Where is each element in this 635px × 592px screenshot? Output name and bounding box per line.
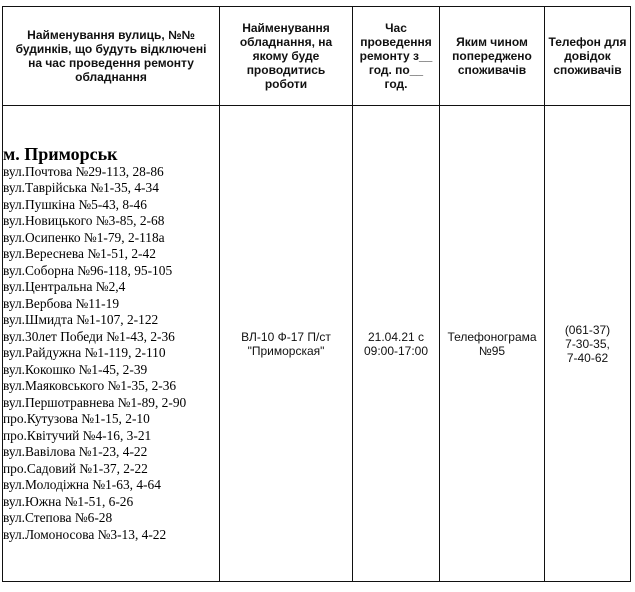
street-item: вул.Центральна №2,4 (3, 279, 126, 295)
substation-name: "Приморская" (247, 343, 325, 358)
street-item: вул.Новицького №3-85, 2-68 (3, 213, 165, 229)
phone-number-1: 7-30-35, (565, 336, 610, 351)
phone-cell (545, 106, 631, 582)
header-notice: Яким чином попереджено споживачів (440, 7, 545, 106)
street-item: вул.Молодіжна №1-63, 4-64 (3, 477, 161, 493)
street-item: вул.Пушкіна №5-43, 8-46 (3, 196, 147, 212)
header-equipment: Найменування обладнання, на якому буде проводитись роботи (220, 7, 353, 106)
phone-code: (061-37) (564, 322, 611, 337)
street-item: вул.Таврійська №1-35, 4-34 (3, 180, 159, 196)
equipment-cell (220, 106, 353, 582)
outage-schedule-table (2, 6, 631, 582)
street-item: вул.Соборна №96-118, 95-105 (3, 262, 173, 278)
street-item: про.Садовий №1-37, 2-22 (3, 460, 148, 476)
street-item: вул.Вербова №11-19 (3, 295, 120, 311)
street-item: вул.30лет Победи №1-43, 2-36 (3, 328, 175, 344)
equipment-line: ВЛ-10 Ф-17 П/ст (241, 329, 331, 344)
city-name: м. Приморськ (3, 143, 118, 164)
street-item: вул.Шмидта №1-107, 2-122 (3, 312, 159, 328)
street-item: вул.Вавілова №1-23, 4-22 (3, 444, 148, 460)
street-item: вул.Маяковського №1-35, 2-36 (3, 378, 177, 394)
street-item: вул.Вереснева №1-51, 2-42 (3, 246, 156, 262)
street-item: вул.Райдужна №1-119, 2-110 (3, 345, 166, 361)
header-phone: Телефон для довідок споживачів (545, 7, 631, 106)
notice-method: Телефонограма (447, 329, 537, 344)
street-item: про.Квітучий №4-16, 3-21 (3, 427, 152, 443)
header-time: Час проведення ремонту з__ год. по__ год. (353, 7, 440, 106)
street-item: вул.Почтова №29-113, 28-86 (3, 163, 164, 179)
street-item: вул.Першотравнева №1-89, 2-90 (3, 394, 187, 410)
repair-hours: 09:00-17:00 (363, 343, 429, 358)
time-cell (353, 106, 440, 582)
street-item: вул.Осипенко №1-79, 2-118а (3, 229, 165, 245)
streets-cell (3, 106, 220, 582)
notice-cell (440, 106, 545, 582)
street-item: вул.Ломоносова №3-13, 4-22 (3, 526, 167, 542)
notice-number: №95 (478, 343, 506, 358)
street-item: про.Кутузова №1-15, 2-10 (3, 411, 150, 427)
street-list (3, 164, 219, 544)
phone-number-2: 7-40-62 (566, 350, 609, 365)
table-row (3, 106, 631, 582)
table-header-row (3, 7, 631, 106)
street-item: вул.Кокошко №1-45, 2-39 (3, 361, 148, 377)
header-streets: Найменування вулиць, №№ будинків, що будуть відключені на час проведення ремонту обладнання (3, 7, 220, 106)
street-item: вул.Степова №6-28 (3, 510, 113, 526)
street-item: вул.Южна №1-51, 6-26 (3, 493, 134, 509)
repair-date: 21.04.21 с (367, 329, 425, 344)
